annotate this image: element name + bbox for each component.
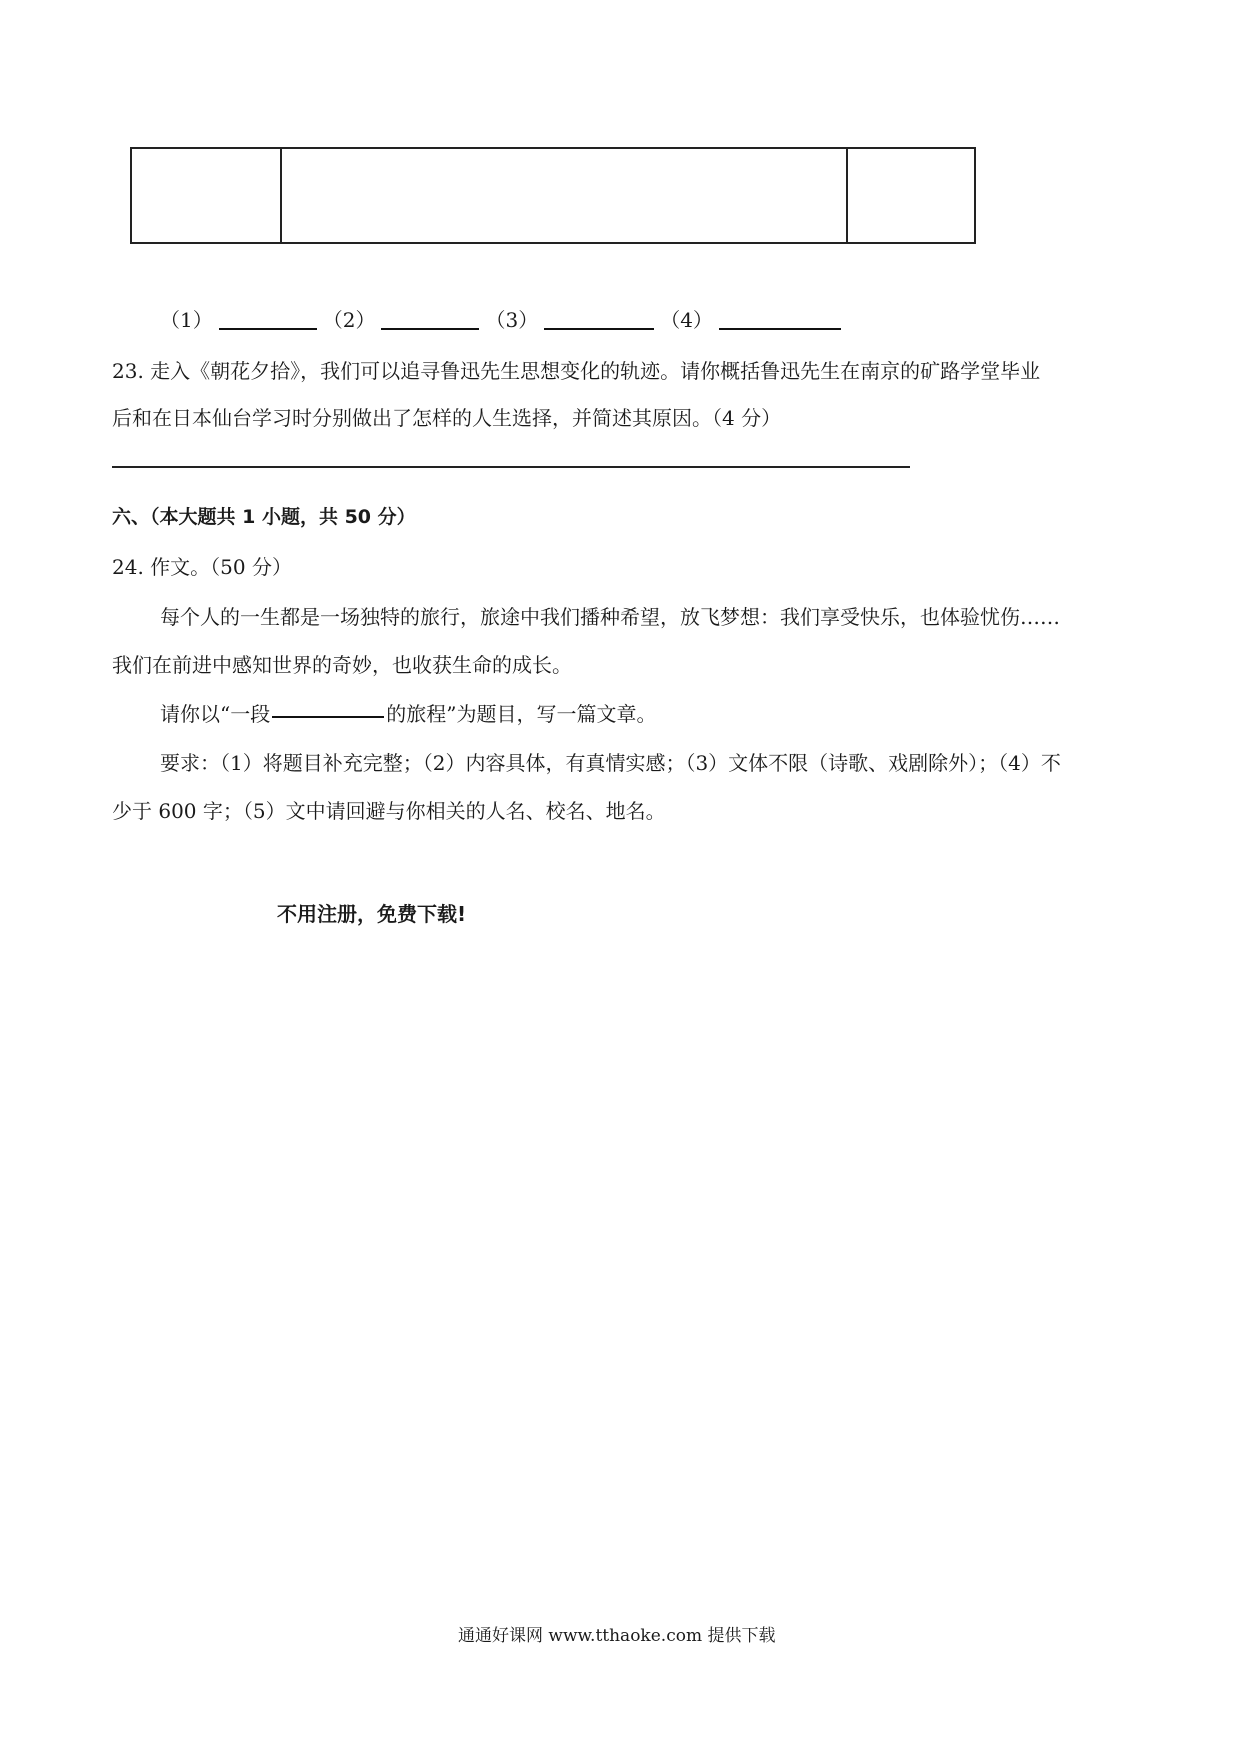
blank-label-4: （4） <box>660 308 713 332</box>
table-cell <box>848 149 974 242</box>
section-title: 六、（本大题共 1 小题，共 50 分） <box>112 506 416 528</box>
question-23-line-1: 23. 走入《朝花夕拾》，我们可以追寻鲁迅先生思想变化的轨迹。请你概括鲁迅先生在南京的矿路学堂毕业 <box>112 359 1041 383</box>
blank-line-3[interactable] <box>544 328 654 330</box>
blank-line-4[interactable] <box>719 328 841 330</box>
blank-line-2[interactable] <box>381 328 479 330</box>
blank-label-1: （1） <box>160 308 213 332</box>
answer-table <box>130 147 976 244</box>
requirements-line-1: 要求：（1）将题目补充完整；（2）内容具体，有真情实感；（3）文体不限（诗歌、戏剧除外）；（4）不 <box>160 751 1061 775</box>
question-24-heading: 24. 作文。（50 分） <box>112 555 292 579</box>
footer-text: 通通好课网 www.tthaoke.com 提供下载 <box>458 1626 776 1646</box>
essay-intro-line-1: 每个人的一生都是一场独特的旅行，旅途中我们播种希望，放飞梦想：我们享受快乐，也体验忧伤…… <box>160 605 1060 629</box>
table-cell <box>282 149 848 242</box>
promo-text: 不用注册，免费下载! <box>277 902 467 926</box>
question-23-line-2: 后和在日本仙台学习时分别做出了怎样的人生选择，并简述其原因。（4 分） <box>112 406 782 430</box>
blank-label-3: （3） <box>485 308 539 332</box>
fill-in-blanks-row <box>160 307 847 333</box>
requirements-line-2: 少于 600 字；（5）文中请回避与你相关的人名、校名、地名。 <box>112 799 666 823</box>
essay-prompt-before: 请你以“一段 <box>160 702 271 726</box>
table-cell <box>132 149 282 242</box>
essay-prompt <box>160 701 656 727</box>
essay-intro-line-2: 我们在前进中感知世界的奇妙，也收获生命的成长。 <box>112 653 572 677</box>
essay-prompt-after: 的旅程”为题目，写一篇文章。 <box>386 702 657 726</box>
title-blank[interactable] <box>272 716 384 718</box>
blank-line-1[interactable] <box>219 328 317 330</box>
answer-line[interactable] <box>112 466 910 468</box>
blank-label-2: （2） <box>322 308 376 332</box>
